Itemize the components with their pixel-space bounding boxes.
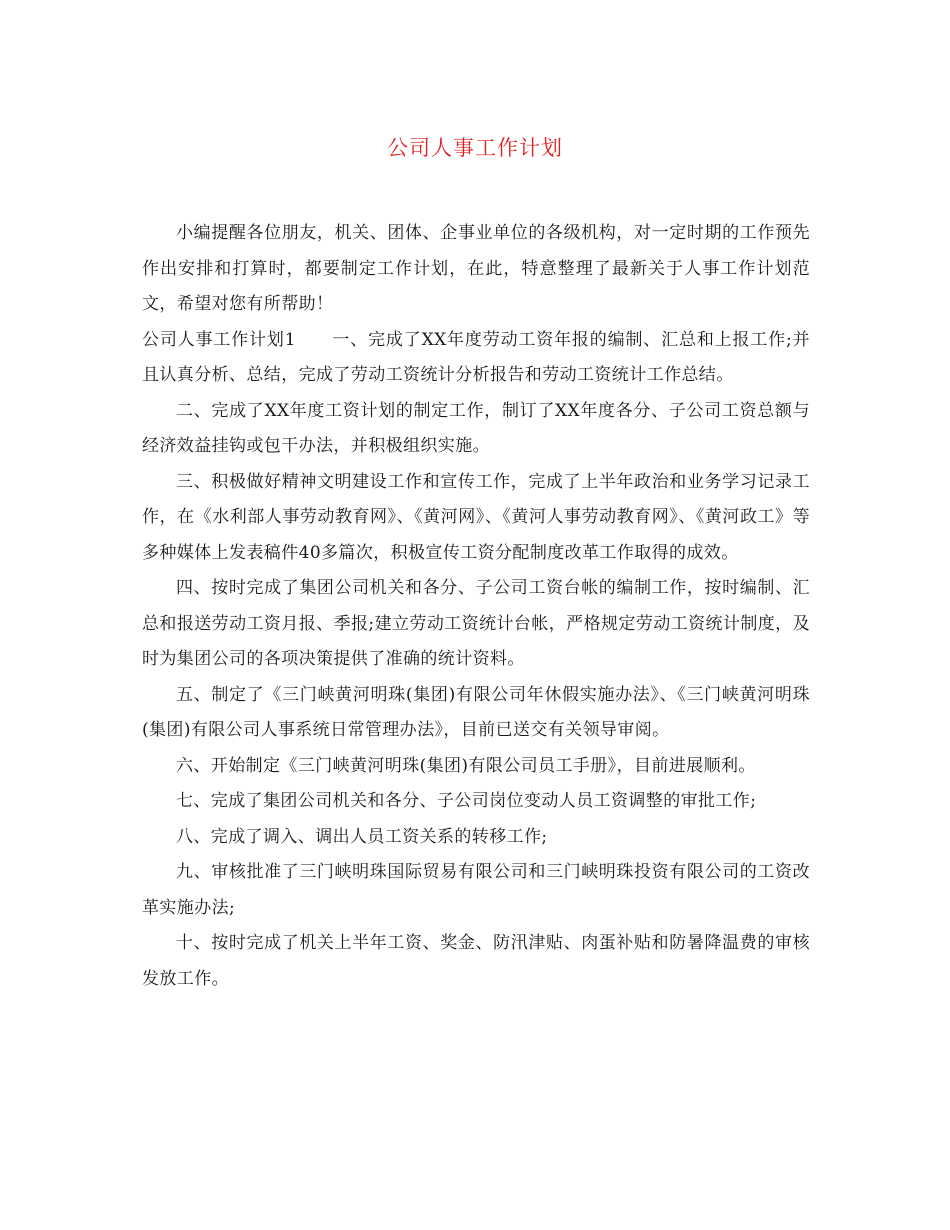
section-heading: 公司人事工作计划1 [142, 329, 296, 350]
item-9-paragraph: 九、审核批准了三门峡明珠国际贸易有限公司和三门峡明珠投资有限公司的工资改革实施办法; [142, 862, 810, 918]
item-1-text: 一、完成了XX年度劳动工资年报的编制、汇总和上报工作;并且认真分析、总结，完成了劳动工资统计分析报告和劳动工资统计工作总结。 [142, 329, 810, 385]
intro-paragraph: 小编提醒各位朋友，机关、团体、企事业单位的各级机构，对一定时期的工作预先作出安排和打算时，都要制定工作计划，在此，特意整理了最新关于人事工作计划范文，希望对您有所帮助！ [142, 223, 810, 314]
document-title: 公司人事工作计划 [387, 136, 563, 160]
item-7-paragraph: 七、完成了集团公司机关和各分、子公司岗位变动人员工资调整的审批工作; [176, 791, 757, 811]
item-8-paragraph: 八、完成了调入、调出人员工资关系的转移工作; [176, 826, 548, 847]
item-3-paragraph: 三、积极做好精神文明建设工作和宣传工作，完成了上半年政治和业务学习记录工作，在《水利部人事劳动教育网》、《黄河网》、《黄河人事劳动教育网》、《黄河政工》等多种媒体上发表稿件40多篇次，积极宣传工资分配制度改革工作取得的成效。 [142, 471, 810, 563]
item-10-paragraph: 十、按时完成了机关上半年工资、奖金、防汛津贴、肉蛋补贴和防暑降温费的审核发放工作。 [142, 933, 810, 989]
item-4-paragraph: 四、按时完成了集团公司机关和各分、子公司工资台帐的编制工作，按时编制、汇总和报送劳动工资月报、季报;建立劳动工资统计台帐，严格规定劳动工资统计制度，及时为集团公司的各项决策提供了准确的统计资料。 [142, 578, 810, 669]
item-2-paragraph: 二、完成了XX年度工资计划的制定工作，制订了XX年度各分、子公司工资总额与经济效益挂钩或包干办法，并积极组织实施。 [142, 400, 810, 456]
item-6-paragraph: 六、开始制定《三门峡黄河明珠(集团)有限公司员工手册》，目前进展顺利。 [176, 755, 756, 776]
item-5-paragraph: 五、制定了《三门峡黄河明珠(集团)有限公司年休假实施办法》、《三门峡黄河明珠(集团)有限公司人事系统日常管理办法》，目前已送交有关领导审阅。 [142, 684, 810, 740]
document-body [142, 216, 810, 997]
section-paragraph-1 [142, 323, 810, 394]
